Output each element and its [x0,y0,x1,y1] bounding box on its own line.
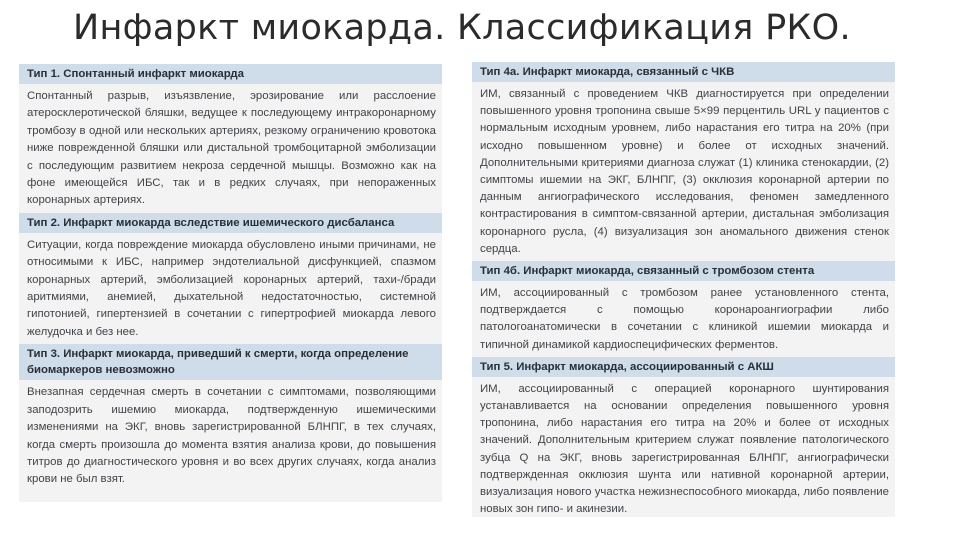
classification-panel-left [19,64,442,502]
type-3-heading: Тип 3. Инфаркт миокарда, приведший к смерти, когда определение биомаркеров невозможно [19,344,442,380]
type-2-text: Ситуации, когда повреждение миокарда обусловлено иными причинами, не относимыми к ИБС, например эндотелиальной дисфункцией, спазмом коронарных артерий, эмболизацией коронарных артерий, тахи-/бради аритмиями, анемией, дыхательной недостаточностью, системной гипотонией, гипертензией в сочетании с гипертрофией миокарда левого желудочка и без нее. [27,238,436,338]
type-4b-heading: Тип 4б. Инфаркт миокарда, связанный с тромбозом стента [472,261,895,281]
type-4a-text: ИМ, связанный с проведением ЧКВ диагностируется при определении повышенного уровня тропонина свыше 5×99 перцентиль URL у пациентов с нормальным исходным уровнем, либо нарастания его титра на 20% (при исходно повышенном уровне) и более от исходных значений. Дополнительными критериями диагноза служат (1) клиника стенокардии, (2) симптомы ишемии на ЭКГ, БЛНПГ, (3) окклюзия коронарной артерии по данным ангиографического исследования, феномен замедленного контрастирования в симптом-связанной артерии, дистальная эмболизация коронарного русла, (4) визуализация зон аномального движения стенок сердца. [480,88,889,255]
type-3-block [19,344,442,491]
type-4a-block [472,62,895,261]
type-4b-block [472,261,895,357]
type-3-text: Внезапная сердечная смерть в сочетании с симптомами, позволяющими заподозрить ишемию миокарда, подтвержденную ишемическими изменениями на ЭКГ, вновь зарегистрированной БЛНПГ, в тех случаях, когда смерть произошла до момента взятия анализа крови, до повышения титров до диагностического уровня и во всех других случаях, когда анализ крови не был взят. [27,386,436,486]
type-1-heading: Тип 1. Спонтанный инфаркт миокарда [19,64,442,84]
type-5-heading: Тип 5. Инфаркт миокарда, ассоциированный с АКШ [472,357,895,377]
type-1-text: Спонтанный разрыв, изъязвление, эрозирование или расслоение атеросклеротической бляшки, ведущее к последующему интракоронарному тромбозу в одной или нескольких артериях, резкому ограничению кровотока ниже поврежденной бляшки или дистальной тромбоцитарной эмболизации с последующим развитием некроза сердечной мышцы. Возможно как на фоне имеющейся ИБС, так и в редких случаях, при непораженных коронарных артериях. [27,90,436,207]
classification-panel-right [472,62,895,517]
type-4b-text: ИМ, ассоциированный с тромбозом ранее установленного стента, подтверждается с помощью коронароангиографии либо патологоанатомически в сочетании с клиникой ишемии миокарда и типичной динамикой кардиоспецифических ферментов. [480,287,889,351]
type-5-text: ИМ, ассоциированный с операцией коронарного шунтирования устанавливается на основании определения повышенного уровня тропонина, либо нарастания его титра на 20% и более от исходных значений. Дополнительным критерием служат появление патологического зубца Q на ЭКГ, вновь зарегистрированная БЛНПГ, ангиографически подтвержденная окклюзия шунта или нативной коронарной артерии, визуализация нового участка нежизнеспособного миокарда, либо появление новых зон гипо- и акинезии. [480,382,889,516]
type-2-block [19,213,442,344]
type-1-block [19,64,442,213]
slide-title: Инфаркт миокарда. Классификация РКО. [73,8,851,48]
type-2-heading: Тип 2. Инфаркт миокарда вследствие ишемического дисбаланса [19,213,442,233]
type-4a-heading: Тип 4а. Инфаркт миокарда, связанный с ЧКВ [472,62,895,82]
type-5-block [472,357,895,517]
